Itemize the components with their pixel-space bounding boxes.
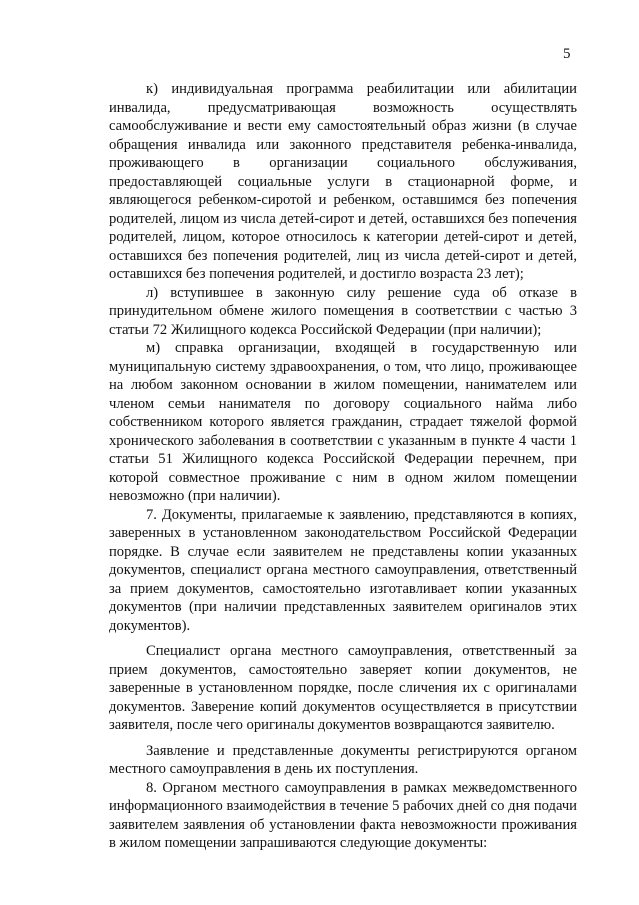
body-text: [109, 80, 577, 853]
paragraph-clause-8: 8. Органом местного самоуправления в рамках межведомственного информационного взаимодействия в течение 5 рабочих дней со дня подачи заявителем заявления об установлении факта невозможности проживания в жилом помещении запрашиваются следующие документы:: [109, 779, 577, 851]
paragraph-specialist: Специалист органа местного самоуправления, ответственный за прием документов, самостоятельно заверяет копии документов, не заверенные в установленном порядке, после сличения их с оригиналами документов. Заверение копий документов осуществляется в присутствии заявителя, после чего оригиналы документов возвращаются заявителю.: [109, 643, 577, 733]
paragraph-item-l: л) вступившее в законную силу решение суда об отказе в принудительном обмене жилого помещения в соответствии с частью 3 статьи 72 Жилищного кодекса Российской Федерации (при наличии);: [109, 284, 577, 338]
paragraph-item-k: к) индивидуальная программа реабилитации или абилитации инвалида, предусматривающая возможность осуществлять самообслуживание и вести ему самостоятельный образ жизни (в случае обращения инвалида или законного представителя ребенка-инвалида, проживающего в организации социального обслуживания, предоставляющей социальные услуги в стационарной форме, и являющегося ребенком-сиротой и ребенком, оставшимся без попечения родителей, лицом из числа детей-сирот и детей, оставшихся без попечения родителей, лицом, которое относилось к категории детей-сирот и детей, оставшихся без попечения родителей, лиц из числа детей-сирот и детей, оставшихся без попечения родителей, и достигло возраста 23 лет);: [109, 81, 577, 282]
paragraph-registration: Заявление и представленные документы регистрируются органом местного самоуправления в день их поступления.: [109, 742, 577, 777]
page-number: 5: [563, 46, 571, 62]
paragraph-clause-7: 7. Документы, прилагаемые к заявлению, представляются в копиях, заверенных в установленном законодательством Российской Федерации порядке. В случае если заявителем не представлены копии указанных документов, специалист органа местного самоуправления, ответственный за прием документов, самостоятельно изготавливает копии указанных документов (при наличии представленных заявителем оригиналов этих документов).: [109, 506, 577, 634]
paragraph-item-m: м) справка организации, входящей в государственную или муниципальную систему здравоохранения, о том, что лицо, проживающее на любом законном основании в жилом помещении, нанимателем или членом семьи нанимателя по договору социального найма либо собственником которого является гражданин, страдает тяжелой формой хронического заболевания в соответствии с указанным в пункте 4 части 1 статьи 51 Жилищного кодекса Российской Федерации перечнем, при которой совместное проживание с ним в одном жилом помещении невозможно (при наличии).: [109, 340, 577, 504]
